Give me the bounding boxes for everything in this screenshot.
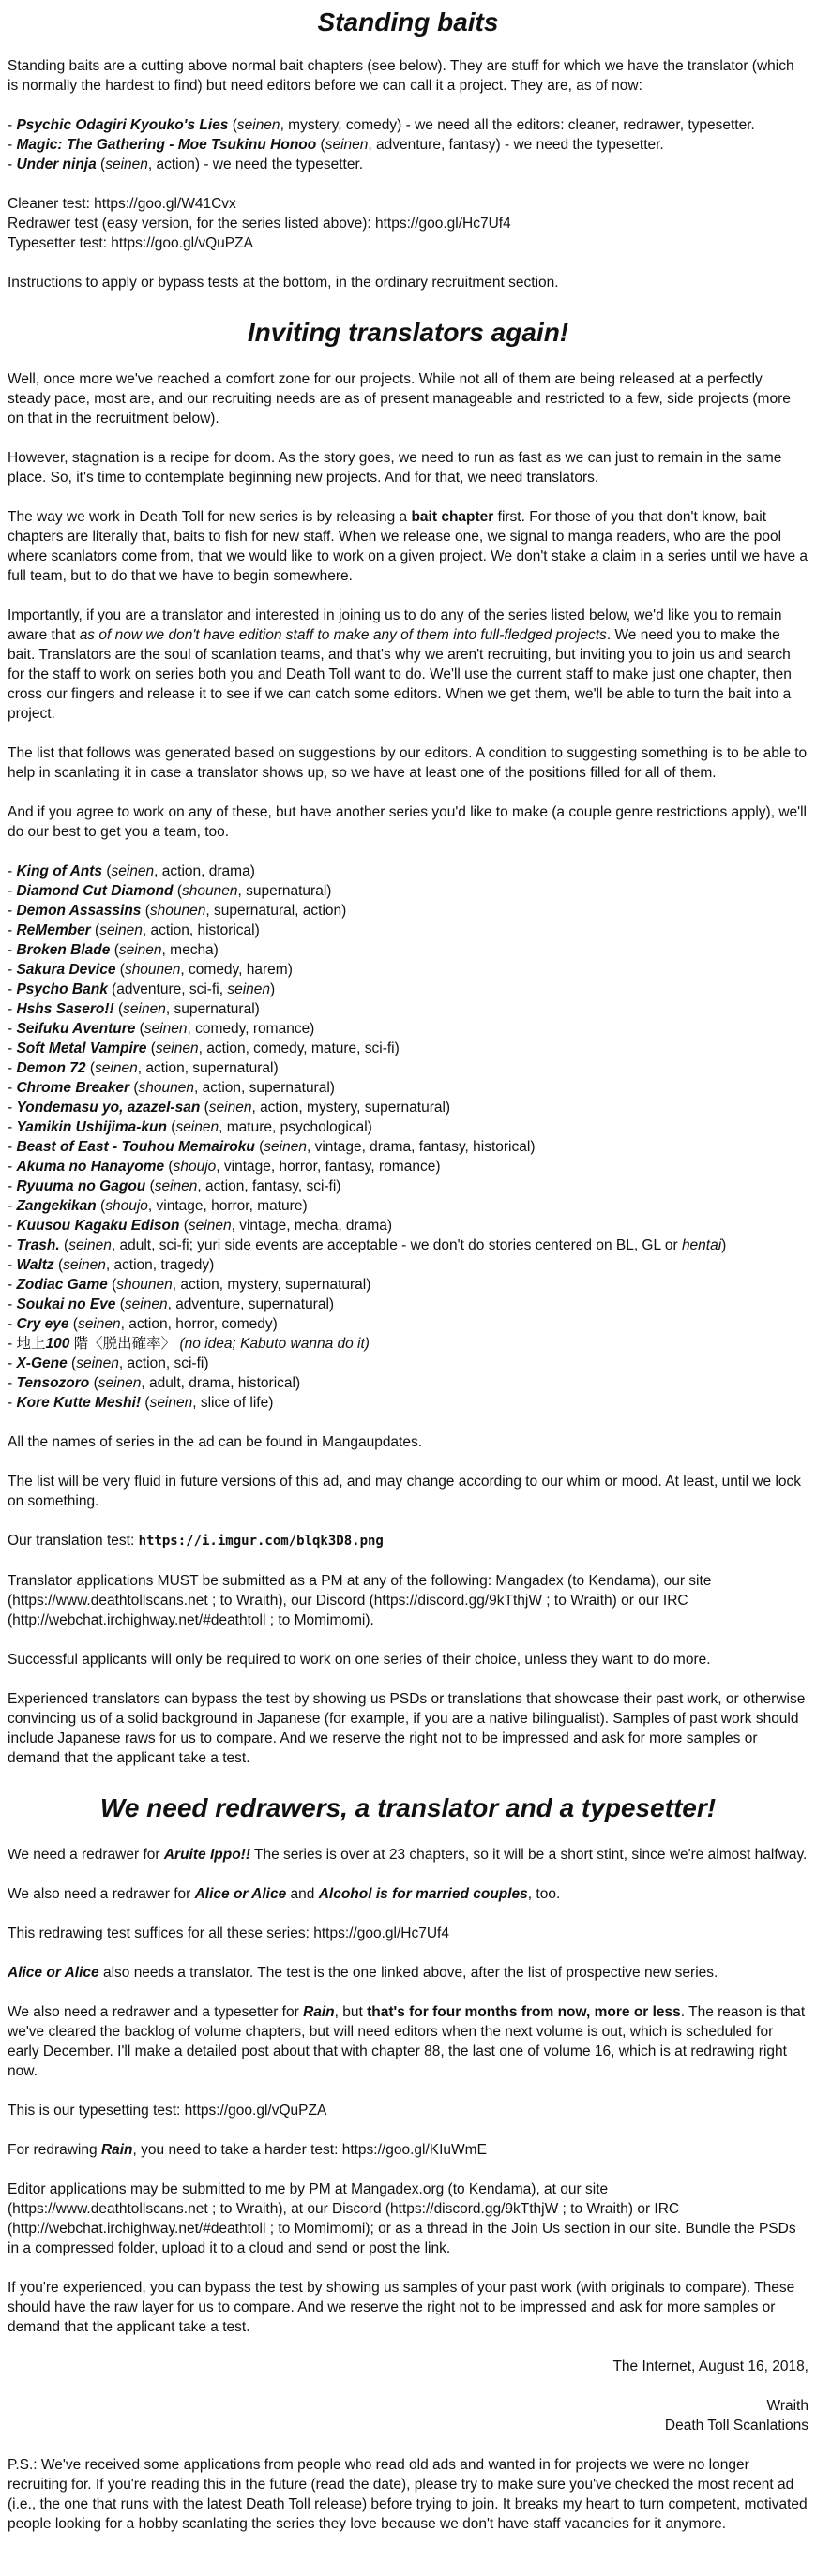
text-run: , action, mystery, supernatural) xyxy=(172,1277,371,1293)
text-run: ( xyxy=(53,1257,64,1273)
text-run: seinen xyxy=(208,1100,252,1116)
list-item xyxy=(8,1058,808,1078)
paragraph xyxy=(8,2140,808,2160)
paragraph xyxy=(8,1845,808,1865)
text-run: shounen xyxy=(116,1277,173,1293)
text-run: 100 xyxy=(45,1336,70,1352)
text-run: - xyxy=(8,1178,17,1194)
text-run: shounen xyxy=(182,883,238,899)
text-run: , vintage, horror, mature) xyxy=(147,1198,308,1214)
paragraph xyxy=(8,1924,808,1943)
list-item xyxy=(8,2396,808,2416)
text-run: , adult, sci-fi; yuri side events are acceptable - we don't do stories centered on BL, GL or xyxy=(111,1237,682,1253)
paragraph xyxy=(8,1689,808,1768)
paragraph xyxy=(8,2455,808,2534)
text-run: - xyxy=(8,942,17,958)
text-run: - xyxy=(8,1237,17,1253)
text-run: , vintage, drama, fantasy, historical) xyxy=(306,1139,536,1155)
line-group xyxy=(8,861,808,1413)
list-item xyxy=(8,1275,808,1295)
list-item xyxy=(8,135,808,155)
text-run: ( xyxy=(115,1296,125,1312)
text-run: We also need a redrawer for xyxy=(8,1886,195,1902)
text-run: Experienced translators can bypass the test by showing us PSDs or translations that showcase their past work, or otherwise convincing us of a solid background in Japanese (for example, if you are a native bilingualist). Samples of past work should include Japanese raws for us to compare. And we reserve the right not to be impressed and ask for more samples or demand that the applicant take a test. xyxy=(8,1691,806,1766)
paragraph xyxy=(8,743,808,783)
list-item xyxy=(8,1334,808,1354)
text-run: seinen xyxy=(175,1119,219,1135)
text-run: , adventure, fantasy) - we need the typesetter. xyxy=(368,137,664,153)
text-run: Typesetter test: https://goo.gl/vQuPZA xyxy=(8,235,253,251)
text-run: ( xyxy=(179,1218,189,1234)
text-run: also needs a translator. The test is the one linked above, after the list of prospective new series. xyxy=(98,1965,718,1981)
text-run: and xyxy=(286,1886,319,1902)
list-item xyxy=(8,1117,808,1137)
list-item xyxy=(8,1373,808,1393)
text-run: Aruite Ippo!! xyxy=(163,1847,250,1863)
text-run: - xyxy=(8,1375,17,1391)
text-run: Beast of East - Touhou Memairoku xyxy=(16,1139,255,1155)
text-run: And if you agree to work on any of these, but have another series you'd like to make (a couple genre restrictions apply), we'll do our best to get you a team, too. xyxy=(8,804,807,840)
text-run: shounen xyxy=(124,962,181,978)
text-run: seinen xyxy=(154,1178,198,1194)
text-run: Ryuuma no Gagou xyxy=(16,1178,146,1194)
paragraph xyxy=(8,273,808,292)
text-run: Cry eye xyxy=(16,1316,69,1332)
text-run: , you need to take a harder test: https://goo.gl/KIuWmE xyxy=(132,2142,487,2158)
text-run: (no idea; Kabuto wanna do it) xyxy=(179,1336,370,1352)
text-run: - xyxy=(8,1257,17,1273)
text-run: Yondemasu yo, azazel-san xyxy=(16,1100,201,1116)
text-run: - xyxy=(8,962,17,978)
text-run: seinen xyxy=(63,1257,106,1273)
text-run: We need a redrawer for xyxy=(8,1847,164,1863)
text-run: seinen xyxy=(227,981,271,997)
text-run: ( xyxy=(59,1237,69,1253)
text-run: Hshs Sasero!! xyxy=(16,1001,114,1017)
text-run: Alcohol is for married couples xyxy=(318,1886,528,1902)
text-run: The Internet, August 16, 2018, xyxy=(612,2359,808,2374)
text-run: ( xyxy=(96,1198,106,1214)
text-run: - xyxy=(8,137,17,153)
text-run: Successful applicants will only be required to work on one series of their choice, unless they want to do more. xyxy=(8,1652,711,1668)
text-run: - xyxy=(8,1395,17,1411)
list-item xyxy=(8,1354,808,1373)
paragraph xyxy=(8,2357,808,2376)
text-run: Demon Assassins xyxy=(16,903,142,919)
text-run: The list that follows was generated based on suggestions by our editors. A condition to suggesting something is to be able to help in scanlating it in case a translator shows up, so we have at least one of the positions filled for all of them. xyxy=(8,745,808,781)
paragraph xyxy=(8,56,808,96)
text-run: , vintage, mecha, drama) xyxy=(231,1218,393,1234)
text-run: Alice or Alice xyxy=(194,1886,287,1902)
text-run: - 地上 xyxy=(8,1336,46,1352)
text-run: For redrawing xyxy=(8,2142,101,2158)
list-item xyxy=(8,901,808,921)
text-run: , action, drama) xyxy=(154,863,255,879)
text-run: , action, historical) xyxy=(142,922,260,938)
text-run: Zodiac Game xyxy=(16,1277,108,1293)
text-run: , action) - we need the typesetter. xyxy=(147,157,364,172)
list-item xyxy=(8,980,808,999)
text-run: Under ninja xyxy=(16,157,97,172)
text-run: , action, tragedy) xyxy=(105,1257,215,1273)
paragraph xyxy=(8,2002,808,2081)
paragraph xyxy=(8,1884,808,1904)
list-item xyxy=(8,881,808,901)
text-run: seinen xyxy=(99,922,143,938)
list-item xyxy=(8,1137,808,1157)
text-run: Demon 72 xyxy=(16,1060,86,1076)
list-item xyxy=(8,2416,808,2435)
text-run: seinen xyxy=(123,1001,166,1017)
text-run: , action, mystery, supernatural) xyxy=(251,1100,451,1116)
text-run: - xyxy=(8,883,17,899)
section-heading: We need redrawers, a translator and a typesetter! xyxy=(99,1793,717,1822)
text-run: seinen xyxy=(149,1395,193,1411)
text-run: , vintage, horror, fantasy, romance) xyxy=(216,1159,441,1175)
text-run: - xyxy=(8,1119,17,1135)
text-run: ( xyxy=(166,1119,176,1135)
text-run: X-Gene xyxy=(16,1355,68,1371)
text-run: - xyxy=(8,1021,17,1037)
text-run: , adult, drama, historical) xyxy=(141,1375,301,1391)
text-run: Importantly, if you are a translator and interested in joining us to do any of the series listed below, we'd like you to remain aware that xyxy=(8,607,782,643)
text-run: seinen xyxy=(95,1060,138,1076)
text-run: seinen xyxy=(105,157,148,172)
paragraph xyxy=(8,1650,808,1670)
list-item xyxy=(8,1196,808,1216)
list-item xyxy=(8,940,808,960)
text-run: We also need a redrawer and a typesetter for xyxy=(8,2004,304,2020)
text-run: - xyxy=(8,157,17,172)
text-run: seinen xyxy=(111,863,155,879)
text-run: , supernatural, action) xyxy=(205,903,347,919)
text-run: , supernatural) xyxy=(237,883,332,899)
text-run: Seifuku Aventure xyxy=(16,1021,136,1037)
text-run: King of Ants xyxy=(16,863,103,879)
paragraph xyxy=(8,1472,808,1511)
text-run: . The reason is that we've cleared the backlog of volume chapters, but will need editors when the next volume is out, which is scheduled for early December. I'll make a detailed post about that with chapter 88, the last one of volume 16, which is at redrawing right now. xyxy=(8,2004,806,2079)
text-run: seinen xyxy=(264,1139,307,1155)
text-run: , action, comedy, mature, sci-fi) xyxy=(198,1041,400,1056)
text-run: ) xyxy=(721,1237,727,1253)
text-run: ( xyxy=(200,1100,209,1116)
text-run: ( xyxy=(316,137,325,153)
list-item xyxy=(8,921,808,940)
text-run: Diamond Cut Diamond xyxy=(16,883,174,899)
text-run: seinen xyxy=(155,1041,199,1056)
text-run: If you're experienced, you can bypass the test by showing us samples of your past work (with originals to compare). These should have the raw layer for us to compare. And we reserve the right not to be impressed and ask for more samples or demand that the applicant take a test. xyxy=(8,2280,795,2335)
text-run: ( xyxy=(107,1277,117,1293)
text-run: 階〈脱出確率〉 xyxy=(69,1336,180,1352)
text-run: ( xyxy=(146,1041,156,1056)
text-run: https://i.imgur.com/blqk3D8.png xyxy=(138,1534,384,1549)
text-run: The way we work in Death Toll for new series is by releasing a xyxy=(8,509,412,525)
text-run: Psycho Bank xyxy=(16,981,108,997)
text-run: All the names of series in the ad can be found in Mangaupdates. xyxy=(8,1434,423,1450)
text-run: shounen xyxy=(138,1080,195,1096)
text-run: shoujo xyxy=(105,1198,148,1214)
text-run: Redrawer test (easy version, for the series listed above): https://goo.gl/Hc7Uf4 xyxy=(8,216,511,232)
text-run: shoujo xyxy=(173,1159,217,1175)
text-run: - xyxy=(8,1060,17,1076)
text-run: Wraith xyxy=(766,2398,808,2414)
text-run: ( xyxy=(164,1159,174,1175)
text-run: Well, once more we've reached a comfort zone for our projects. While not all of them are being released at a perfectly steady pace, most are, and our recruiting needs are as of present manageable and restricted to a few, side projects (more on that in the recruitment below). xyxy=(8,371,791,427)
list-item xyxy=(8,999,808,1019)
text-run: Cleaner test: https://goo.gl/W41Cvx xyxy=(8,196,236,212)
text-run: , comedy, romance) xyxy=(187,1021,315,1037)
list-item xyxy=(8,1098,808,1117)
paragraph xyxy=(8,507,808,586)
paragraph xyxy=(8,2101,808,2120)
list-item xyxy=(8,1216,808,1236)
text-run: - xyxy=(8,1277,17,1293)
text-run: - xyxy=(8,1041,17,1056)
list-item xyxy=(8,1157,808,1176)
text-run: , action, supernatural) xyxy=(194,1080,335,1096)
list-item xyxy=(8,1393,808,1413)
list-item xyxy=(8,861,808,881)
text-run: The series is over at 23 chapters, so it will be a short stint, since we're almost halfway. xyxy=(249,1847,808,1863)
paragraph xyxy=(8,369,808,428)
text-run: - xyxy=(8,1198,17,1214)
paragraph xyxy=(8,1531,808,1551)
text-run: P.S.: We've received some applications from people who read old ads and wanted in for projects we were no longer recruiting for. If you're reading this in the future (read the date), please try to make sure you've checked the most recent ad (i.e., the one that runs with the latest Death Toll release) before trying to join. It breaks my heart to turn competent, motivated people looking for a hobby scanlating the series they love because we don't have staff vacancies for it anymore. xyxy=(8,2457,808,2532)
text-run: ( xyxy=(67,1355,77,1371)
paragraph xyxy=(8,2179,808,2258)
line-group xyxy=(8,115,808,174)
text-run: , mature, psychological) xyxy=(219,1119,372,1135)
text-run: , slice of life) xyxy=(192,1395,274,1411)
text-run: seinen xyxy=(124,1296,168,1312)
text-run: This redrawing test suffices for all these series: https://goo.gl/Hc7Uf4 xyxy=(8,1925,449,1941)
section-heading: Inviting translators again! xyxy=(247,318,569,347)
list-item xyxy=(8,1019,808,1039)
text-run: seinen xyxy=(325,137,369,153)
list-item xyxy=(8,1314,808,1334)
text-run: , too. xyxy=(527,1886,561,1902)
text-run: , action, sci-fi) xyxy=(118,1355,209,1371)
text-run: ( xyxy=(135,1021,144,1037)
list-item xyxy=(8,194,808,214)
line-group xyxy=(8,194,808,253)
text-run: Soft Metal Vampire xyxy=(16,1041,147,1056)
text-run: However, stagnation is a recipe for doom. As the story goes, we need to run as fast as we can just to remain in the same place. So, it's time to contemplate beginning new projects. And for that, we need translators. xyxy=(8,450,782,486)
text-run: Psychic Odagiri Kyouko's Lies xyxy=(16,117,229,133)
paragraph xyxy=(8,1571,808,1630)
text-run: Soukai no Eve xyxy=(16,1296,116,1312)
text-run: Rain xyxy=(100,2142,133,2158)
text-run: first. For those of you that don't know, bait chapters are literally that, baits to fish for new staff. When we release one, we signal to manga readers, who are the pool where scanlators come from, that we would like to work on a given project. We don't stake a claim in a series until we have a full team, but to do that we have to begin somewhere. xyxy=(8,509,808,584)
text-run: ( xyxy=(173,883,182,899)
list-item xyxy=(8,155,808,174)
text-run: seinen xyxy=(76,1355,119,1371)
text-run: Kore Kutte Meshi! xyxy=(16,1395,142,1411)
text-run: - xyxy=(8,1296,17,1312)
text-run: - xyxy=(8,117,17,133)
text-run: ( xyxy=(254,1139,264,1155)
paragraph xyxy=(8,1432,808,1452)
text-run: seinen xyxy=(144,1021,188,1037)
text-run: ( xyxy=(89,1375,98,1391)
text-run: ( xyxy=(141,903,150,919)
text-run: that's for four months from now, more or less xyxy=(367,2004,681,2020)
text-run: Trash. xyxy=(16,1237,60,1253)
text-run: ) xyxy=(270,981,276,997)
list-item xyxy=(8,1078,808,1098)
paragraph xyxy=(8,448,808,487)
text-run: ( xyxy=(129,1080,139,1096)
paragraph xyxy=(8,802,808,842)
text-run: ( xyxy=(145,1178,155,1194)
text-run: This is our typesetting test: https://goo.gl/vQuPZA xyxy=(8,2103,327,2119)
text-run: , supernatural) xyxy=(165,1001,260,1017)
text-run: Waltz xyxy=(16,1257,54,1273)
text-run: Rain xyxy=(303,2004,335,2020)
text-run: , mecha) xyxy=(161,942,219,958)
text-run: Alice or Alice xyxy=(8,1965,99,1981)
text-run: , action, supernatural) xyxy=(137,1060,279,1076)
text-run: - xyxy=(8,1355,17,1371)
text-run: ( xyxy=(141,1395,150,1411)
text-run: - xyxy=(8,1316,17,1332)
text-run: - xyxy=(8,903,17,919)
text-run: - xyxy=(8,922,17,938)
text-run: ( xyxy=(85,1060,96,1076)
section-heading: Standing baits xyxy=(317,7,499,37)
paragraph xyxy=(8,2278,808,2337)
text-run: , action, horror, comedy) xyxy=(120,1316,278,1332)
list-item xyxy=(8,233,808,253)
text-run: ( xyxy=(113,1001,124,1017)
text-run: seinen xyxy=(118,942,162,958)
text-run: Instructions to apply or bypass tests at the bottom, in the ordinary recruitment section. xyxy=(8,275,559,291)
text-run: ( xyxy=(110,942,119,958)
text-run: , comedy, harem) xyxy=(180,962,293,978)
list-item xyxy=(8,1176,808,1196)
text-run: Zangekikan xyxy=(16,1198,97,1214)
text-run: - xyxy=(8,1159,17,1175)
text-run: seinen xyxy=(188,1218,232,1234)
list-item xyxy=(8,1039,808,1058)
text-run: Magic: The Gathering - Moe Tsukinu Honoo xyxy=(16,137,317,153)
text-run: Sakura Device xyxy=(16,962,116,978)
text-run: ( xyxy=(115,962,125,978)
list-item xyxy=(8,115,808,135)
text-run: , but xyxy=(334,2004,368,2020)
text-run: seinen xyxy=(68,1237,112,1253)
text-run: Broken Blade xyxy=(16,942,111,958)
text-run: - xyxy=(8,1100,17,1116)
text-run: ( xyxy=(68,1316,78,1332)
text-run: (adventure, sci-fi, xyxy=(107,981,228,997)
text-run: ( xyxy=(228,117,237,133)
text-run: - xyxy=(8,1218,17,1234)
text-run: The list will be very fluid in future versions of this ad, and may change according to our whim or mood. At least, until we lock on something. xyxy=(8,1474,802,1509)
text-run: - xyxy=(8,1080,17,1096)
text-run: as of now we don't have edition staff to make any of them into full-fledged projects xyxy=(79,627,607,643)
text-run: , mystery, comedy) - we need all the editors: cleaner, redrawer, typesetter. xyxy=(280,117,755,133)
text-run: Akuma no Hanayome xyxy=(16,1159,165,1175)
text-run: , action, fantasy, sci-fi) xyxy=(197,1178,341,1194)
text-run: Standing baits are a cutting above normal bait chapters (see below). They are stuff for which we have the translator (which is normally the hardest to find) but need editors before we can call it a project. They are, as of now: xyxy=(8,58,794,94)
text-run: - xyxy=(8,1139,17,1155)
text-run: ( xyxy=(96,157,106,172)
text-run: - xyxy=(8,1001,17,1017)
text-run: shounen xyxy=(149,903,206,919)
text-run: Translator applications MUST be submitted as a PM at any of the following: Mangadex (to Kendama), our site (https://www.deathtollscans.net ; to Wraith), our Discord (https://discord.gg/9kTthjW ; to Wraith) or our IRC (http://webchat.irchighway.net/#deathtoll ; to Momimomi). xyxy=(8,1573,712,1628)
text-run: Death Toll Scanlations xyxy=(664,2418,808,2434)
list-item xyxy=(8,1255,808,1275)
list-item xyxy=(8,1236,808,1255)
text-run: Yamikin Ushijima-kun xyxy=(16,1119,167,1135)
text-run: seinen xyxy=(77,1316,121,1332)
paragraph xyxy=(8,1963,808,1983)
text-run: ( xyxy=(102,863,112,879)
list-item xyxy=(8,1295,808,1314)
list-item xyxy=(8,960,808,980)
text-run: - xyxy=(8,863,17,879)
text-run: Editor applications may be submitted to me by PM at Mangadex.org (to Kendama), at our site (https://www.deathtollscans.net ; to Wraith), at our Discord (https://discord.gg/9kTthjW ; to Wraith) or IRC (http://webchat.irchighway.net/#deathtoll ; to Momimomi); or as a thread in the Join Us section in our site. Bundle the PSDs in a compressed folder, upload it to a cloud and send or post the link. xyxy=(8,2181,796,2256)
text-run: seinen xyxy=(236,117,280,133)
text-run: Chrome Breaker xyxy=(16,1080,130,1096)
list-item xyxy=(8,214,808,233)
text-run: , adventure, supernatural) xyxy=(167,1296,335,1312)
text-run: - xyxy=(8,981,17,997)
text-run: Our translation test: xyxy=(8,1533,139,1549)
text-run: Tensozoro xyxy=(16,1375,90,1391)
text-run: seinen xyxy=(98,1375,142,1391)
text-run: bait chapter xyxy=(411,509,494,525)
line-group xyxy=(8,2396,808,2435)
text-run: . We need you to make the bait. Translators are the soul of scanlation teams, and that's why we aren't recruiting, but inviting you to join us and search for the staff to work on series both you and Death Toll want to do. We'll use the current staff to make just one chapter, then cross our fingers and release it to see if we can catch some editors. When we get them, we'll be able to turn the bait into a project. xyxy=(8,627,792,722)
text-run: Kuusou Kagaku Edison xyxy=(16,1218,180,1234)
text-run: ( xyxy=(90,922,100,938)
text-run: ReMember xyxy=(16,922,91,938)
text-run: hentai xyxy=(681,1237,722,1253)
paragraph xyxy=(8,606,808,724)
